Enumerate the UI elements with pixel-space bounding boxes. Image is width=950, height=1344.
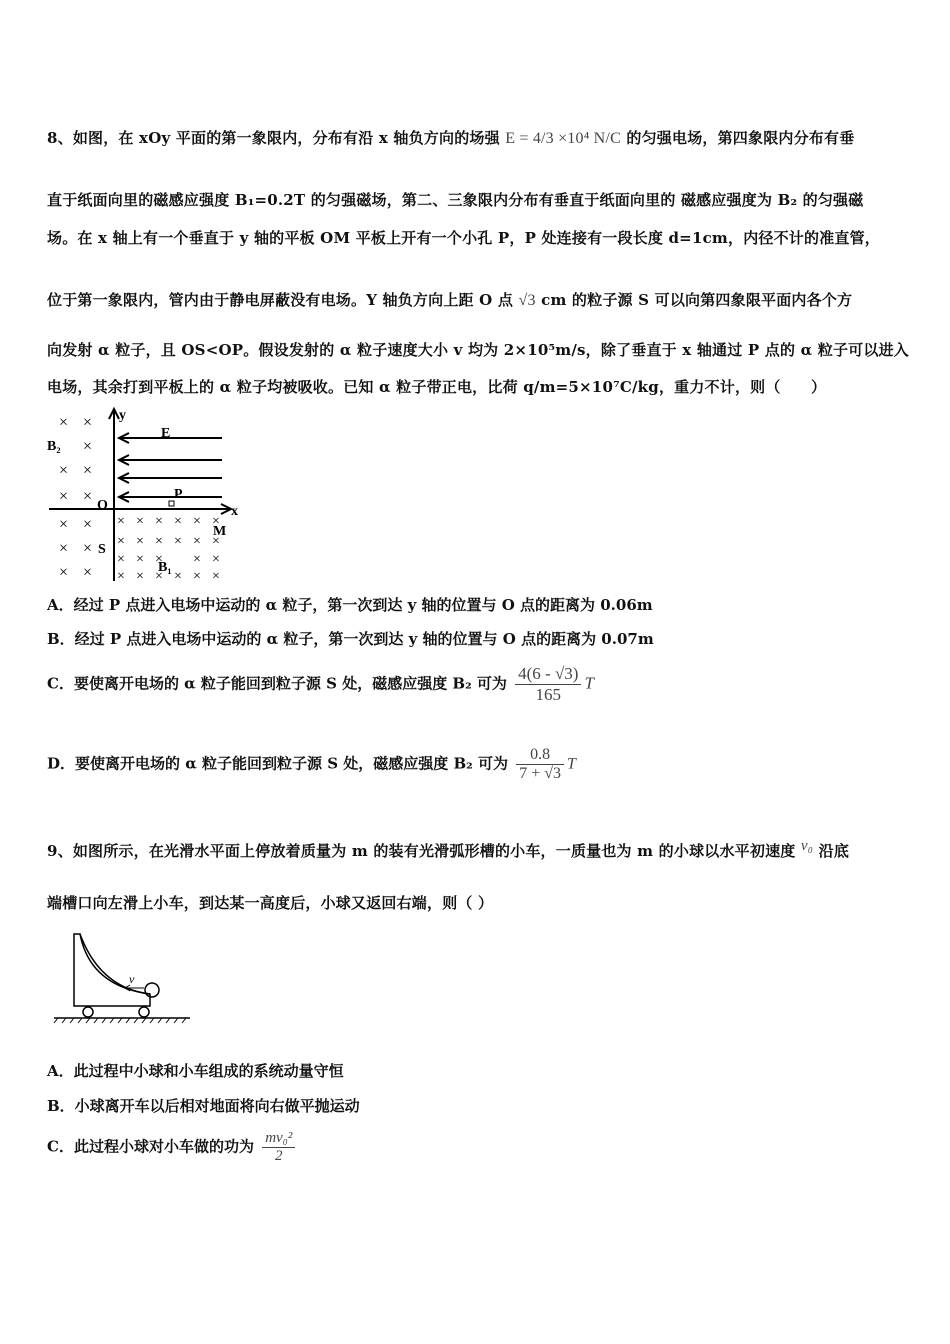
svg-text:×: × <box>83 462 93 479</box>
q8-line-5: 向发射 α 粒子，且 OS<OP。假设发射的 α 粒子速度大小 v 均为 2×10⁵m/s，除了垂直于 x 轴通过 P 点的 α 粒子可以进入 <box>47 341 909 359</box>
q9-option-a[interactable]: A．此过程中小球和小车组成的系统动量守恒 <box>47 1062 344 1080</box>
q9-option-c-fraction <box>262 1130 295 1165</box>
q8-option-d-unit: T <box>567 755 576 773</box>
svg-text:×: × <box>83 540 93 557</box>
q9-option-c-text: C．此过程小球对小车做的功为 <box>47 1137 254 1156</box>
q8-option-d-num: 0.8 <box>530 746 551 763</box>
svg-text:×: × <box>136 534 144 549</box>
q8-line-1a: 8、如图，在 xOy 平面的第一象限内，分布有沿 x 轴负方向的场强 <box>47 129 500 147</box>
svg-text:×: × <box>193 552 201 567</box>
q9-line-2: 端槽口向左滑上小车，到达某一高度后，小球又返回右端，则（ ） <box>47 894 494 912</box>
q8-line-3: 场。在 x 轴上有一个垂直于 y 轴的平板 OM 平板上开有一个小孔 P，P 处连接有一段长度 d=1cm，内径不计的准直管， <box>47 229 880 247</box>
svg-text:×: × <box>136 552 144 567</box>
q8-line-2: 直于纸面向里的磁感应强度 B₁=0.2T 的匀强磁场，第二、三象限内分布有垂直于纸面向里的 磁感应强度为 B₂ 的匀强磁 <box>47 191 864 209</box>
fig-label-y: y <box>119 408 126 423</box>
q9-option-c-den: 2 <box>262 1147 295 1165</box>
svg-text:×: × <box>117 569 125 583</box>
svg-text:×: × <box>155 534 163 549</box>
svg-text:×: × <box>174 569 182 583</box>
fig-label-E: E <box>161 426 171 441</box>
q8-field-formula: E = 4/3 ×10⁴ N/C <box>505 130 621 147</box>
svg-text:×: × <box>212 569 220 583</box>
svg-text:×: × <box>136 514 144 529</box>
q8-line-1b: 的匀强电场，第四象限内分布有垂 <box>626 129 855 147</box>
svg-text:×: × <box>83 438 93 455</box>
q9-line-1b: 沿底 <box>818 842 850 860</box>
fig-label-M: M <box>213 524 227 539</box>
svg-text:×: × <box>83 414 93 431</box>
svg-text:×: × <box>193 514 201 529</box>
q8-line-4 <box>47 289 852 310</box>
fig-label-S: S <box>98 542 106 557</box>
q8-line-1 <box>47 127 854 148</box>
q9-fig-label-v: v <box>129 972 135 986</box>
q8-option-c-text: C．要使离开电场的 α 粒子能回到粒子源 S 处，磁感应强度 B₂ 可为 <box>47 674 507 693</box>
fig-label-x: x <box>231 504 238 519</box>
svg-text:×: × <box>117 514 125 529</box>
q8-line-4a: 位于第一象限内，管内由于静电屏蔽没有电场。Y 轴负方向上距 O 点 <box>47 291 514 309</box>
svg-text:×: × <box>193 569 201 583</box>
svg-text:×: × <box>83 564 93 581</box>
q9-line-1a: 9、如图所示，在光滑水平面上停放着质量为 m 的装有光滑弧形槽的小车，一质量也为 m 的小球以水平初速度 <box>47 842 796 860</box>
q8-option-c-num: 4(6 - √3) <box>518 664 579 683</box>
svg-text:×: × <box>117 534 125 549</box>
fig-label-B2: B₂ <box>47 439 61 454</box>
q9-line-1 <box>47 840 849 861</box>
svg-text:×: × <box>83 516 93 533</box>
q8-option-c[interactable] <box>47 664 594 705</box>
svg-text:×: × <box>59 564 69 581</box>
svg-text:×: × <box>59 462 69 479</box>
svg-text:×: × <box>59 540 69 557</box>
fig-label-B1: B₁ <box>158 560 172 575</box>
fig-label-O: O <box>97 498 108 513</box>
q8-option-d[interactable] <box>47 746 576 783</box>
q8-option-d-text: D．要使离开电场的 α 粒子能回到粒子源 S 处，磁感应强度 B₂ 可为 <box>47 754 508 773</box>
svg-text:×: × <box>212 514 220 529</box>
svg-text:×: × <box>193 534 201 549</box>
fig-label-P: P <box>174 487 183 502</box>
svg-text:×: × <box>155 514 163 529</box>
q8-option-d-fraction <box>516 746 564 783</box>
q9-option-c[interactable] <box>47 1130 298 1165</box>
svg-text:×: × <box>212 552 220 567</box>
q8-field-figure <box>47 405 257 583</box>
q8-option-d-den: 7 + √3 <box>516 764 564 783</box>
svg-text:×: × <box>155 569 163 583</box>
q8-line-4b: cm 的粒子源 S 可以向第四象限平面内各个方 <box>541 291 853 309</box>
q8-sqrt3: √3 <box>518 292 536 309</box>
svg-text:×: × <box>155 552 163 567</box>
svg-text:×: × <box>83 488 93 505</box>
svg-text:×: × <box>59 488 69 505</box>
svg-text:×: × <box>59 414 69 431</box>
svg-text:×: × <box>117 552 125 567</box>
svg-text:×: × <box>174 534 182 549</box>
q9-v0: v₀ <box>800 838 814 854</box>
q9-cart-figure <box>50 928 195 1028</box>
q8-option-c-den: 165 <box>515 684 581 705</box>
q8-option-b[interactable]: B．经过 P 点进入电场中运动的 α 粒子，第一次到达 y 轴的位置与 O 点的距离为 0.07m <box>47 630 654 648</box>
q8-option-c-unit: T <box>584 673 594 693</box>
q8-option-a[interactable]: A．经过 P 点进入电场中运动的 α 粒子，第一次到达 y 轴的位置与 O 点的距离为 0.06m <box>47 596 653 614</box>
svg-text:×: × <box>174 514 182 529</box>
q8-line-6: 电场，其余打到平板上的 α 粒子均被吸收。已知 α 粒子带正电，比荷 q/m=5×10⁷C/kg，重力不计，则（ ） <box>47 378 827 396</box>
q9-option-b[interactable]: B．小球离开车以后相对地面将向右做平抛运动 <box>47 1097 360 1115</box>
q9-option-c-num: mv₀² <box>265 1130 293 1146</box>
q8-option-c-fraction <box>515 664 581 705</box>
svg-text:×: × <box>212 534 220 549</box>
svg-text:×: × <box>59 516 69 533</box>
svg-text:×: × <box>136 569 144 583</box>
